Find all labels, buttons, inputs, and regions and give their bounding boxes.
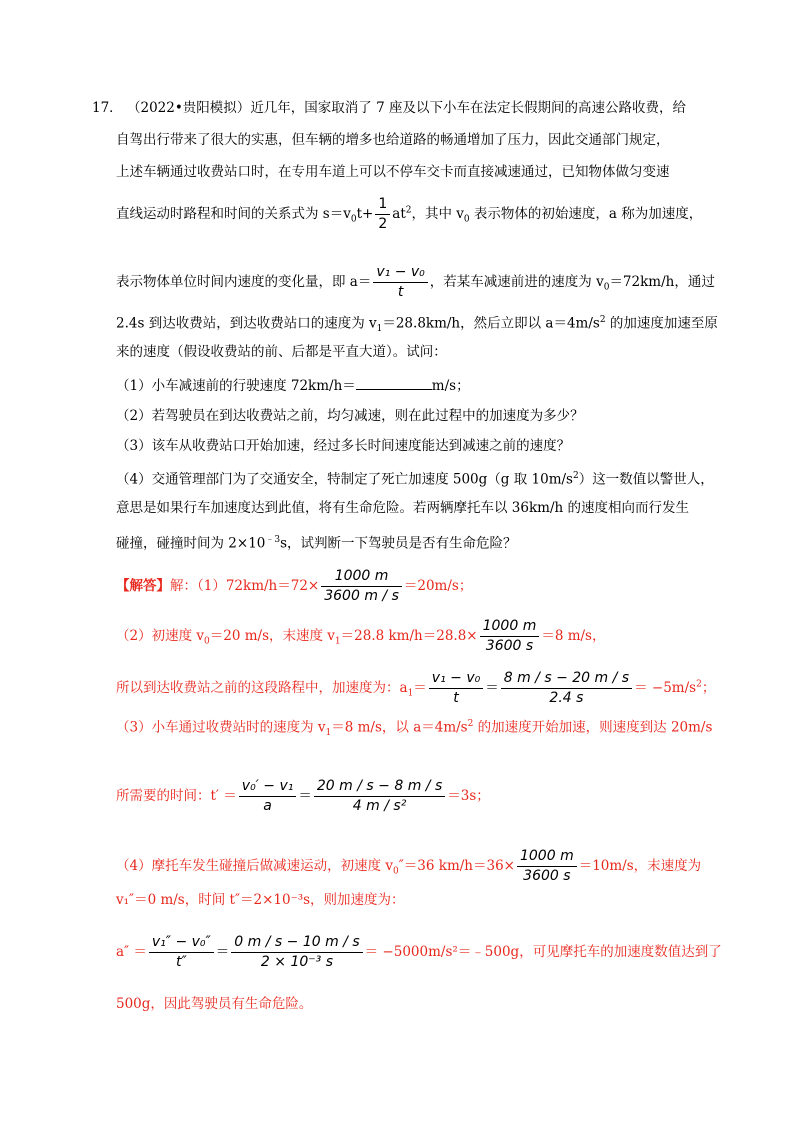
question-source: （2022•贵阳模拟） <box>126 100 251 116</box>
answer-blank[interactable] <box>356 376 432 390</box>
question-part-1: （1）小车减速前的行驶速度 72km/h＝ m/s； <box>116 378 470 394</box>
acceleration-formula: $\frac{\text{v₁ − v₀}}{t}$ <box>373 264 427 301</box>
question-line-2: 自驾出行带来了很大的实惠，但车辆的增多也给道路的畅通增加了压力，因此交通部门规定， <box>116 132 670 148</box>
acceleration-fraction: $\frac{\text{v₁ − v₀}}{t}$ <box>429 670 483 707</box>
half-fraction: $\frac{1}{2}$ <box>375 196 390 233</box>
question-part-4-line-2: 意思是如果行车加速度达到此值，将有生命危险。若两辆摩托车以 36km/h 的速度相向而行发生 <box>116 500 689 516</box>
question-line-6: 2.4s 到达收费站，到达收费站口的速度为 $v_1=28.8km/h$，然后立即以 $a=4m/s^2$ 的加速度加速至原 <box>116 315 718 335</box>
answer-line-4: （3）小车通过收费站时的速度为 $v_1=8$ m/s，以 $a=4m/s^2$ 的加速度开始加速，则速度到达 20m/s <box>116 719 713 739</box>
question-line-7: 来的速度（假设收费站的前、后都是平直大道）。试问： <box>116 344 447 360</box>
collision-acceleration-fraction: $\frac{\text{v₁″ − v₀″}}{t''}$ <box>149 934 214 971</box>
question-part-4: （4）交通管理部门为了交通安全，特制定了死亡加速度 500g（g 取 $10m/s^2$）这一数值以警世人， <box>116 471 714 488</box>
question-part-3: （3）该车从收费站口开始加速，经过多长时间速度能达到减速之前的速度？ <box>116 438 571 454</box>
question-number: 17． <box>92 100 123 116</box>
unit-conversion-fraction: $\frac{1000 m}{3600 s}$ <box>480 618 540 655</box>
unit-conversion-fraction: $\frac{1000 m}{3600 s}$ <box>517 848 577 885</box>
question-line-1: 17． （2022•贵阳模拟）近几年，国家取消了 7 座及以下小车在法定长假期间的高速公路收费，给 <box>92 100 686 116</box>
answer-line-3: 所以到达收费站之前的这段路程中，加速度为：$a_1=$ $\frac{\text{v₁ − v₀}}{t}$ ＝ $\frac{8 m / s - 20 m / s}{2.4 s}$ ＝ $-5m/s^2$； <box>116 670 716 706</box>
question-line-5: 表示物体单位时间内速度的变化量，即 a＝ $\frac{\text{v₁ − v₀}}{t}$ ，若某车减速前进的速度为 $v_0=72km/h$，通过 <box>116 264 715 300</box>
answer-line-9: 500g，因此驾驶员有生命危险。 <box>116 996 313 1012</box>
answer-line-2: （2）初速度 $v_0=20$ m/s，末速度 $v_1=28.8$ km/h＝28.8× $\frac{1000 m}{3600 s}$ ＝8 m/s， <box>116 618 606 654</box>
collision-value-fraction: $\frac{0 m / s - 10 m / s}{\text{2 × 10⁻³ s}}$ <box>231 934 362 971</box>
question-part-2: （2）若驾驶员在到达收费站之前，均匀减速，则在此过程中的加速度为多少？ <box>116 408 584 424</box>
acceleration-value-fraction: $\frac{8 m / s - 20 m / s}{2.4 s}$ <box>501 670 632 707</box>
answer-line-6: （4）摩托车发生碰撞后做减速运动，初速度 $v_0''=36$ km/h＝36× $\frac{1000 m}{3600 s}$ ＝10m/s，末速度为 <box>116 848 702 884</box>
question-line-4: 直线运动时路程和时间的关系式为 $s=v_0t+$ $\frac{1}{2}$ $at^2$，其中 $v_0$ 表示物体的初始速度，a 称为加速度， <box>116 196 703 232</box>
answer-line-5: 所需要的时间：t′ ＝ $\frac{\text{v₀′ − v₁}}{a}$ ＝ $\frac{20 m / s - 8 m / s}{\text{4 m / s²}}$ ＝3s； <box>116 778 490 814</box>
question-line-3: 上述车辆通过收费站口时，在专用车道上可以不停车交卡而直接减速通过，已知物体做匀变速 <box>116 164 670 180</box>
answer-line-7: v₁″＝0 m/s，时间 t″＝2×10⁻³s，则加速度为： <box>116 892 405 908</box>
question-part-4-line-3: 碰撞，碰撞时间为 $2\times 10^{﹣3}s$，试判断一下驾驶员是否有生命危险？ <box>116 535 517 552</box>
answer-line-1: 【解答】解：（1）72km/h＝72× $\frac{1000 m}{3600 m / s}$ ＝20m/s； <box>116 568 473 604</box>
answer-line-8: a″ ＝ $\frac{\text{v₁″ − v₀″}}{t''}$ ＝ $\frac{0 m / s - 10 m / s}{\text{2 × 10⁻³ s}}$ ＝ −5000m/s²＝﹣500g，可见摩托车的加速度数值达到了 <box>116 934 722 970</box>
answer-tag: 【解答】 <box>116 578 170 594</box>
time-fraction: $\frac{\text{v₀′ − v₁}}{a}$ <box>239 778 297 815</box>
unit-conversion-fraction: $\frac{1000 m}{3600 m / s}$ <box>321 568 402 605</box>
time-value-fraction: $\frac{20 m / s - 8 m / s}{\text{4 m / s²}}$ <box>314 778 445 815</box>
